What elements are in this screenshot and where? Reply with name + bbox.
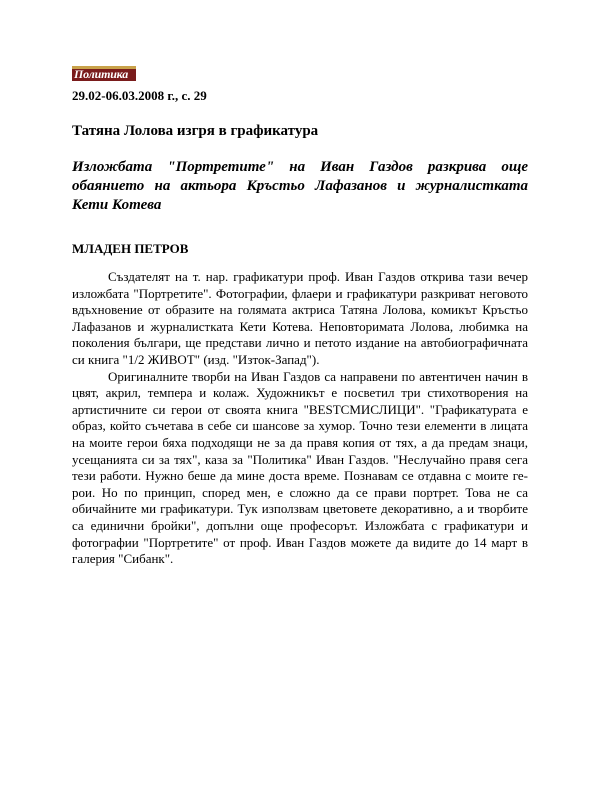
body-paragraph: Създателят на т. нар. графикатури проф. Иван Газдов открива тази вечер изложбата "Портретите". Фотографии, флаери и графикатури разкриват неговото вдъхновение от образите на голямата актриса Татяна Лолова, комикът Кръстьо Лафазанов и журналистката Кети Котева. Неповторимата Лолова, любимка на поколения българи, ще представи лично и петото издание на автобиографичната си книга "1/2 ЖИВОТ" (изд. "Изток-Запад"). [72,269,528,367]
article-body [72,269,528,568]
article-author: МЛАДЕН ПЕТРОВ [72,241,189,256]
body-paragraph: Оригиналните творби на Иван Газдов са направени по автентичен начин в цвят, акрил, темпера и колаж. Художникът е посветил три стихотворения на артистичните си герои от своята книга "BESTСМИСЛИЦИ". "Графикатурата е образ, който съчетава в себе си шансове за хумор. Точно тези елементи в лицата на моите герои бяха подходящи не за да правя копия от тях, а да предам знаци, усещанията си за тях", каза за "Политика" Иван Газдов. "Неслучайно правя сега тези работи. Нужно беше да мине доста време. Познавам се отдавна с моите ге-рои. Но по принцип, според мен, е сложно да се прави портрет. Това не са обичайните ми графикатури. Тук използвам цветовете декоративно, а и творбите са единични бройки", допълни още професорът. Изложбата с графикатури и фотографии "Портретите" от проф. Иван Газдов можете да видите до 14 март в галерия "Сибанк". [72,368,528,567]
document-page [72,66,528,568]
article-subtitle: Изложбата "Портретите" на Иван Газдов разкрива още обаянието на актьора Кръстьо Лафазанов и журналистката Кети Котева [72,159,528,213]
issue-date-page: 29.02-06.03.2008 г., с. 29 [72,88,207,103]
newspaper-logo [72,66,136,81]
article-title: Татяна Лолова изгря в графикатура [72,123,319,139]
logo-text: Политика [74,67,129,81]
